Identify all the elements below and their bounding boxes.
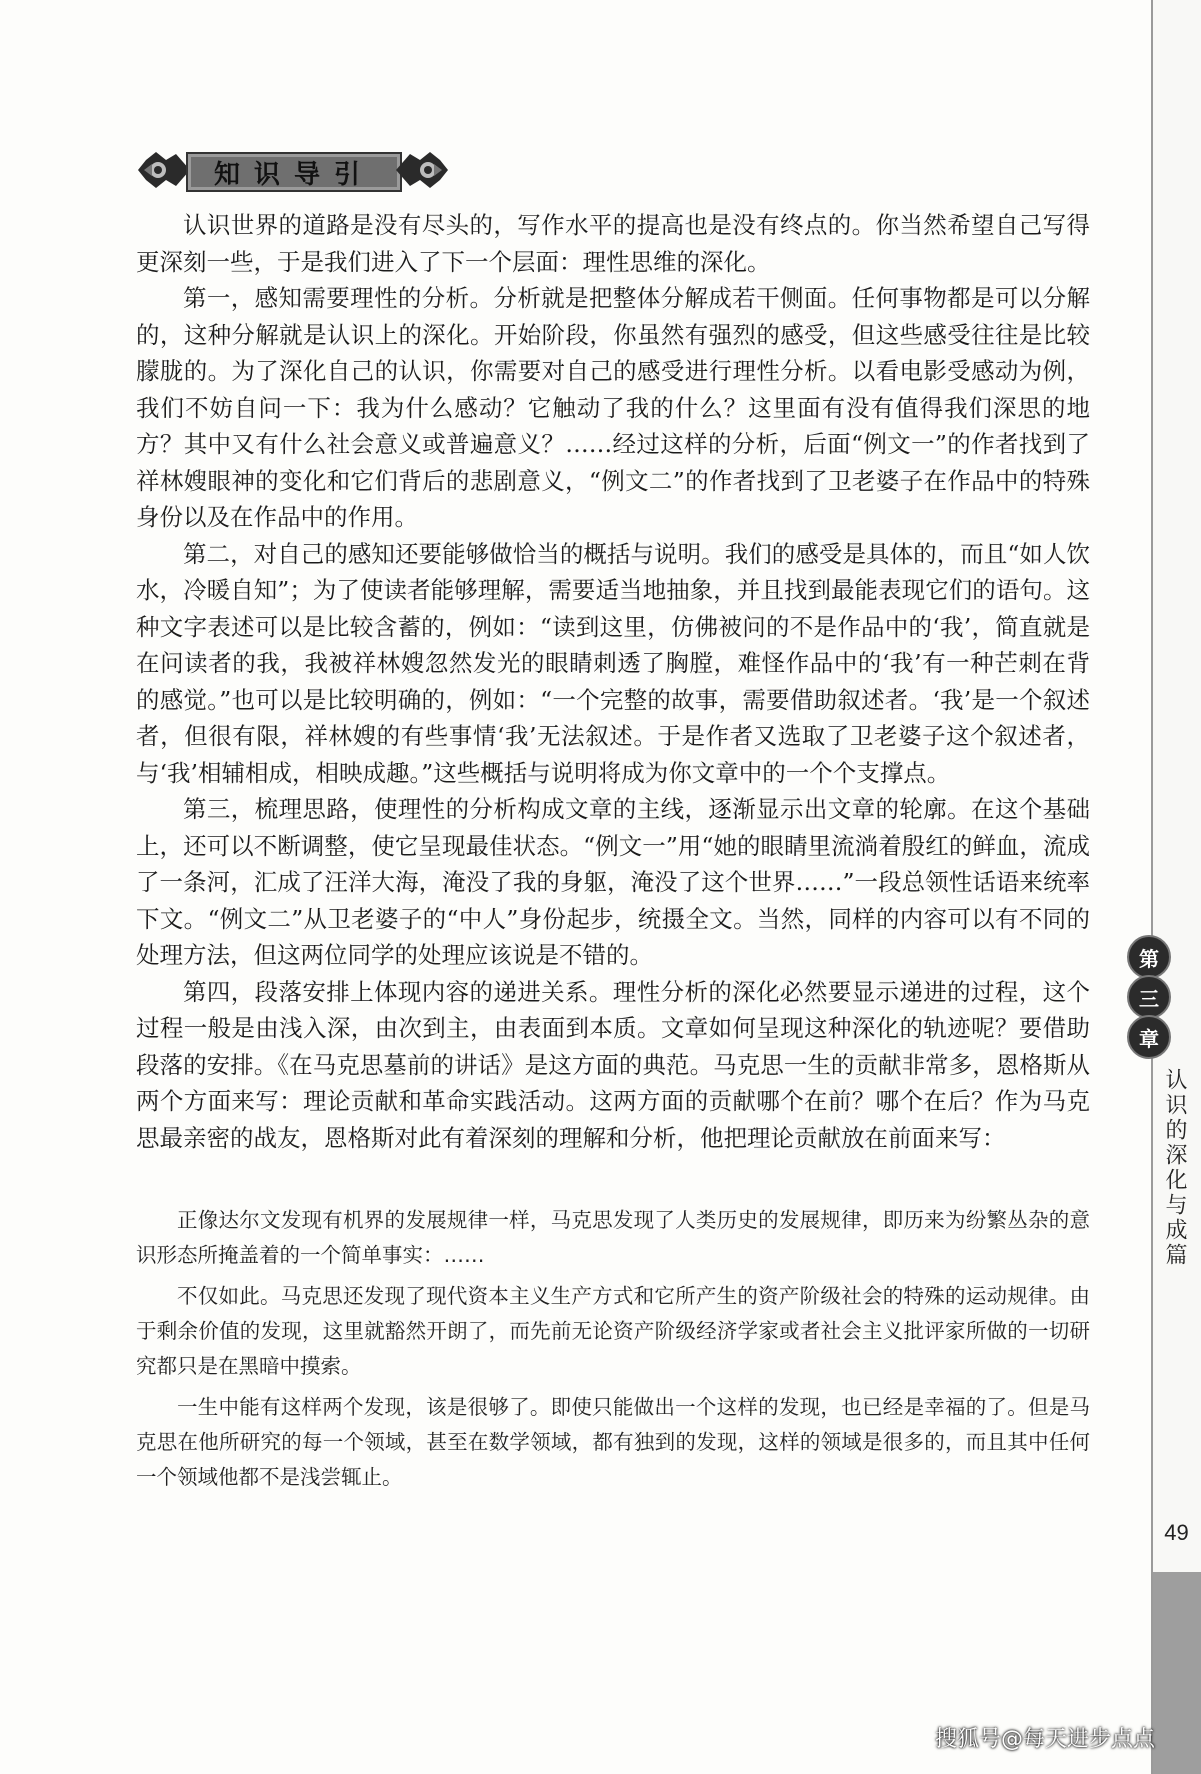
side-gray-band	[1153, 1572, 1201, 1774]
banner-title: 知识导引	[186, 152, 402, 192]
paragraph-second: 第二，对自己的感知还要能够做恰当的概括与说明。我们的感受是具体的，而且“如人饮水，冷暖自知”；为了使读者能够理解，需要适当地抽象，并且找到最能表现它们的语句。这种文字表述可以是比较含蓄的，例如：“读到这里，仿佛被问的不是作品中的‘我’，简直就是在问读者的我，我被祥林嫂忽然发光的眼睛刺透了胸膛，难怪作品中的‘我’有一种芒刺在背的感觉。”也可以是比较明确的，例如：“一个完整的故事，需要借助叙述者。‘我’是一个叙述者，但很有限，祥林嫂的有些事情‘我’无法叙述。于是作者又选取了卫老婆子这个叙述者，与‘我’相辅相成，相映成趣。”这些概括与说明将成为你文章中的一个个支撑点。	[136, 539, 1090, 787]
quote-paragraph-2: 不仅如此。马克思还发现了现代资本主义生产方式和它所产生的资产阶级社会的特殊的运动规律。由于剩余价值的发现，这里就豁然开朗了，而先前无论资产阶级经济学家或者社会主义批评家所做的一切研究都只是在黑暗中摸索。	[136, 1284, 1090, 1378]
quote-paragraph-1: 正像达尔文发现有机界的发展规律一样，马克思发现了人类历史的发展规律，即历来为纷繁丛杂的意识形态所掩盖着的一个简单事实：……	[136, 1208, 1090, 1267]
ornament-right-icon	[394, 146, 450, 194]
paragraph-fourth: 第四，段落安排上体现内容的递进关系。理性分析的深化必然要显示递进的过程，这个过程一般是由浅入深，由次到主，由表面到本质。文章如何呈现这种深化的轨迹呢？要借助段落的安排。《在马克思墓前的讲话》是这方面的典范。马克思一生的贡献非常多，恩格斯从两个方面来写：理论贡献和革命实践活动。这两方面的贡献哪个在前？哪个在后？作为马克思最亲密的战友，恩格斯对此有着深刻的理解和分析，他把理论贡献放在前面来写：	[136, 977, 1090, 1152]
paragraph-third: 第三，梳理思路，使理性的分析构成文章的主线，逐渐显示出文章的轮廓。在这个基础上，还可以不断调整，使它呈现最佳状态。“例文一”用“她的眼睛里流淌着殷红的鲜血，流成了一条河，汇成了汪洋大海，淹没了我的身躯，淹没了这个世界……”一段总领性话语来统率下文。“例文二”从卫老婆子的“中人”身份起步，统摄全文。当然，同样的内容可以有不同的处理方法，但这两位同学的处理应该说是不错的。	[136, 795, 1090, 969]
watermark: 搜狐号@每天进步点点	[935, 1727, 1156, 1752]
chapter-side-strip	[1151, 0, 1201, 1774]
ornament-left-icon	[136, 146, 192, 194]
page-number: 49	[1164, 1520, 1189, 1545]
quotation-block	[136, 1203, 1090, 1501]
quote-paragraph-3: 一生中能有这样两个发现，该是很够了。即使只能做出一个这样的发现，也已经是幸福的了。但是马克思在他所研究的每一个领域，甚至在数学领域，都有独到的发现，这样的领域是很多的，而且其中任何一个领域他都不是浅尝辄止。	[136, 1395, 1090, 1489]
paragraph-intro: 认识世界的道路是没有尽头的，写作水平的提高也是没有终点的。你当然希望自己写得更深刻一些，于是我们进入了下一个层面：理性思维的深化。	[136, 211, 1090, 276]
chapter-badge-1: 第	[1127, 935, 1171, 979]
section-banner	[136, 146, 450, 194]
chapter-badge-2: 三	[1127, 975, 1171, 1019]
chapter-badge-3: 章	[1127, 1015, 1171, 1059]
paragraph-first: 第一，感知需要理性的分析。分析就是把整体分解成若干侧面。任何事物都是可以分解的，这种分解就是认识上的深化。开始阶段，你虽然有强烈的感受，但这些感受往往是比较朦胧的。为了深化自己的认识，你需要对自己的感受进行理性分析。以看电影受感动为例，我们不妨自问一下：我为什么感动？它触动了我的什么？这里面有没有值得我们深思的地方？其中又有什么社会意义或普遍意义？……经过这样的分析，后面“例文一”的作者找到了祥林嫂眼神的变化和它们背后的悲剧意义，“例文二”的作者找到了卫老婆子在作品中的特殊身份以及在作品中的作用。	[136, 284, 1090, 531]
body-text	[136, 207, 1090, 1156]
chapter-title: 认识的深化与成篇	[1162, 1068, 1187, 1268]
